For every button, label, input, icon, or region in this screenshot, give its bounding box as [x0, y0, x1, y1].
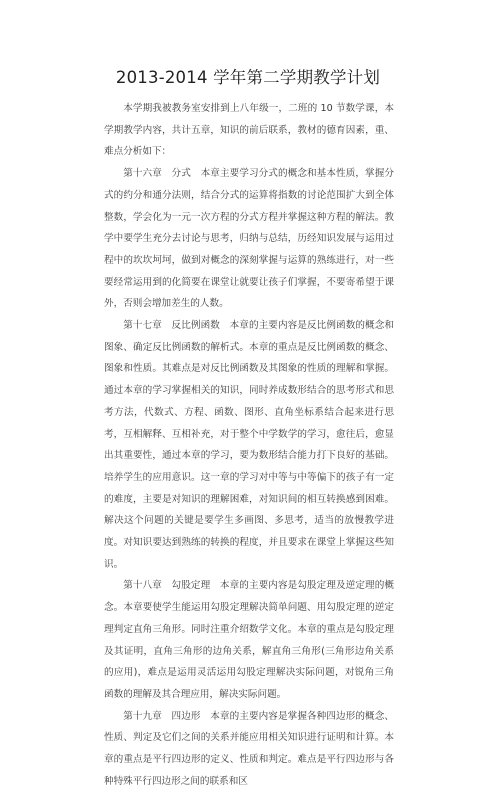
- paragraph-chapter-16: 第十六章 分式 本章主要学习分式的概念和基本性质，掌握分式的约分和通分法则，结合分式的运算将指数的讨论范围扩大到全体整数，学会化为一元一次方程的分式方程并掌握这种方程的解法。教学中要学生充分去讨论与思考，归纳与总结，历经知识发展与运用过程中的坎坎坷坷，做到对概念的深刻掌握与运算的熟练进行，对一些要经常运用到的化简要在课堂让就要让孩子们掌握，不要寄希望于课外，否则会增加差生的人数。: [104, 168, 394, 310]
- paragraph-chapter-17: 第十七章 反比例函数 本章的主要内容是反比例函数的概念和图象、确定反比例函数的解析式。本章的重点是反比例函数的概念、图象和性质。其难点是对反比例函数及其图象的性质的理解和掌握。通过本章的学习掌握相关的知识，同时养成数形结合的思考形式和思考方法，代数式、方程、函数、图形、直角坐标系结合起来进行思考，互相解释、互相补充，对于整个中学数学的学习，愈往后，愈显出其重要性，通过本章的学习，要为数形结合能力打下良好的基础。培养学生的应用意识。这一章的学习对中等与中等偏下的孩子有一定的难度，主要是对知识的理解困难，对知识间的相互转换感到困难。解决这个问题的关键是要学生多画图、多思考，适当的放慢教学进度。对知识要达到熟练的转换的程度，并且要求在课堂上掌握这些知识。: [104, 320, 394, 570]
- paragraph-intro: 本学期我被教务室安排到上八年级一，二班的 10 节数学课，本学期教学内容，共计五章，知识的前后联系，教材的德育因素，重、难点分析如下：: [104, 103, 394, 158]
- page-title: 2013-2014 学年第二学期教学计划: [115, 68, 381, 87]
- paragraph-chapter-19: 第十九章 四边形 本章的主要内容是掌握各种四边形的概念、性质、判定及它们之间的关系并能应用相关知识进行证明和计算。本章的重点是平行四边形的定义、性质和判定。难点是平行四边形与各种特殊平行四边形之间的联系和区: [104, 710, 394, 787]
- document-body: [104, 98, 394, 793]
- paragraph-chapter-18: 第十八章 勾股定理 本章的主要内容是勾股定理及逆定理的概念。本章要使学生能运用勾股定理解决简单问题、用勾股定理的逆定理判定直角三角形。同时注重介绍数学文化。本章的重点是勾股定理及其证明，直角三角形的边角关系，解直角三角形(三角形边角关系的应用)，难点是运用灵活运用勾股定理解决实际问题，对锐角三角函数的理解及其合理应用，解决实际问题。: [104, 580, 394, 700]
